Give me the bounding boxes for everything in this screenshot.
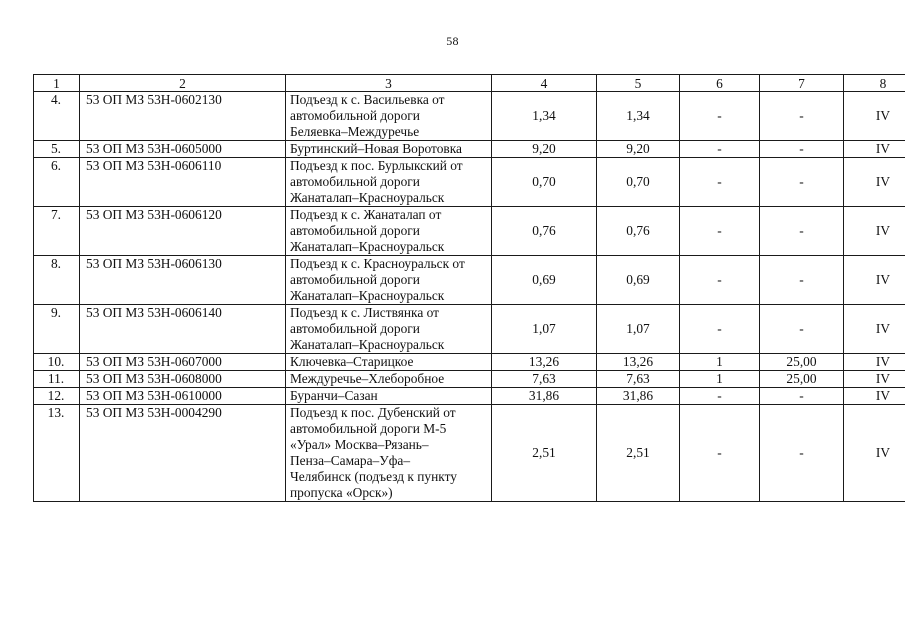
value-cell-col5: 0,76 <box>597 207 680 256</box>
value-cell-col4: 7,63 <box>492 371 597 388</box>
value-cell-col8: IV <box>844 354 905 371</box>
row-number-cell: 11. <box>34 371 80 388</box>
value-cell-col8: IV <box>844 207 905 256</box>
value-cell-col6: - <box>680 141 760 158</box>
value-cell-col4: 1,34 <box>492 92 597 141</box>
value-cell-col5: 2,51 <box>597 405 680 502</box>
value-cell-col6: 1 <box>680 371 760 388</box>
value-cell-col7: - <box>760 405 844 502</box>
value-cell-col6: 1 <box>680 354 760 371</box>
row-number-cell: 6. <box>34 158 80 207</box>
table-row <box>34 354 905 371</box>
value-cell-col7: - <box>760 256 844 305</box>
value-cell-col8: IV <box>844 371 905 388</box>
value-cell-col8: IV <box>844 141 905 158</box>
road-name-cell: Подъезд к с. Васильевка от автомобильной дороги Беляевка–Междуречье <box>286 92 492 141</box>
road-code-cell: 53 ОП МЗ 53Н-0004290 <box>80 405 286 502</box>
value-cell-col5: 1,07 <box>597 305 680 354</box>
table-row <box>34 371 905 388</box>
road-name-cell: Подъезд к пос. Бурлыкский от автомобильной дороги Жанаталап–Красноуральск <box>286 158 492 207</box>
value-cell-col6: - <box>680 92 760 141</box>
value-cell-col4: 1,07 <box>492 305 597 354</box>
value-cell-col7: - <box>760 158 844 207</box>
roads-table <box>33 74 905 502</box>
road-name-cell: Буртинский–Новая Воротовка <box>286 141 492 158</box>
value-cell-col4: 31,86 <box>492 388 597 405</box>
value-cell-col5: 1,34 <box>597 92 680 141</box>
road-name-cell: Подъезд к с. Жанаталап от автомобильной дороги Жанаталап–Красноуральск <box>286 207 492 256</box>
header-cell: 5 <box>597 75 680 92</box>
road-code-cell: 53 ОП МЗ 53Н-0602130 <box>80 92 286 141</box>
value-cell-col7: - <box>760 305 844 354</box>
value-cell-col8: IV <box>844 92 905 141</box>
header-cell: 3 <box>286 75 492 92</box>
road-code-cell: 53 ОП МЗ 53Н-0606110 <box>80 158 286 207</box>
value-cell-col4: 0,76 <box>492 207 597 256</box>
header-cell: 6 <box>680 75 760 92</box>
table-row <box>34 256 905 305</box>
row-number-cell: 7. <box>34 207 80 256</box>
value-cell-col7: 25,00 <box>760 371 844 388</box>
road-name-cell: Ключевка–Старицкое <box>286 354 492 371</box>
header-cell: 1 <box>34 75 80 92</box>
value-cell-col5: 0,69 <box>597 256 680 305</box>
row-number-cell: 10. <box>34 354 80 371</box>
value-cell-col6: - <box>680 405 760 502</box>
value-cell-col5: 13,26 <box>597 354 680 371</box>
value-cell-col6: - <box>680 207 760 256</box>
value-cell-col8: IV <box>844 158 905 207</box>
value-cell-col6: - <box>680 388 760 405</box>
road-name-cell: Подъезд к с. Листвянка от автомобильной дороги Жанаталап–Красноуральск <box>286 305 492 354</box>
header-row <box>34 75 905 92</box>
road-name-cell: Подъезд к пос. Дубенский от автомобильной дороги М-5 «Урал» Москва–Рязань– Пенза–Самара–Уфа– Челябинск (подъезд к пункту пропуска «Орск») <box>286 405 492 502</box>
header-cell: 7 <box>760 75 844 92</box>
value-cell-col4: 13,26 <box>492 354 597 371</box>
road-code-cell: 53 ОП МЗ 53Н-0606130 <box>80 256 286 305</box>
header-cell: 2 <box>80 75 286 92</box>
table-row <box>34 207 905 256</box>
table-row <box>34 141 905 158</box>
value-cell-col8: IV <box>844 256 905 305</box>
row-number-cell: 13. <box>34 405 80 502</box>
value-cell-col6: - <box>680 158 760 207</box>
value-cell-col5: 0,70 <box>597 158 680 207</box>
table-row <box>34 158 905 207</box>
road-name-cell: Буранчи–Сазан <box>286 388 492 405</box>
value-cell-col6: - <box>680 305 760 354</box>
value-cell-col4: 0,69 <box>492 256 597 305</box>
value-cell-col5: 9,20 <box>597 141 680 158</box>
header-cell: 8 <box>844 75 905 92</box>
road-code-cell: 53 ОП МЗ 53Н-0605000 <box>80 141 286 158</box>
value-cell-col7: - <box>760 92 844 141</box>
value-cell-col8: IV <box>844 388 905 405</box>
table-row <box>34 405 905 502</box>
value-cell-col4: 9,20 <box>492 141 597 158</box>
value-cell-col4: 0,70 <box>492 158 597 207</box>
value-cell-col7: 25,00 <box>760 354 844 371</box>
road-code-cell: 53 ОП МЗ 53Н-0608000 <box>80 371 286 388</box>
value-cell-col6: - <box>680 256 760 305</box>
road-code-cell: 53 ОП МЗ 53Н-0610000 <box>80 388 286 405</box>
table-row <box>34 305 905 354</box>
road-name-cell: Междуречье–Хлеборобное <box>286 371 492 388</box>
road-name-cell: Подъезд к с. Красноуральск от автомобильной дороги Жанаталап–Красноуральск <box>286 256 492 305</box>
row-number-cell: 4. <box>34 92 80 141</box>
value-cell-col8: IV <box>844 405 905 502</box>
page-number: 58 <box>446 34 459 48</box>
road-code-cell: 53 ОП МЗ 53Н-0606120 <box>80 207 286 256</box>
row-number-cell: 12. <box>34 388 80 405</box>
value-cell-col7: - <box>760 388 844 405</box>
row-number-cell: 9. <box>34 305 80 354</box>
row-number-cell: 5. <box>34 141 80 158</box>
value-cell-col5: 31,86 <box>597 388 680 405</box>
value-cell-col5: 7,63 <box>597 371 680 388</box>
header-cell: 4 <box>492 75 597 92</box>
value-cell-col4: 2,51 <box>492 405 597 502</box>
table-row <box>34 92 905 141</box>
value-cell-col7: - <box>760 207 844 256</box>
road-code-cell: 53 ОП МЗ 53Н-0607000 <box>80 354 286 371</box>
row-number-cell: 8. <box>34 256 80 305</box>
road-code-cell: 53 ОП МЗ 53Н-0606140 <box>80 305 286 354</box>
value-cell-col7: - <box>760 141 844 158</box>
value-cell-col8: IV <box>844 305 905 354</box>
table-row <box>34 388 905 405</box>
